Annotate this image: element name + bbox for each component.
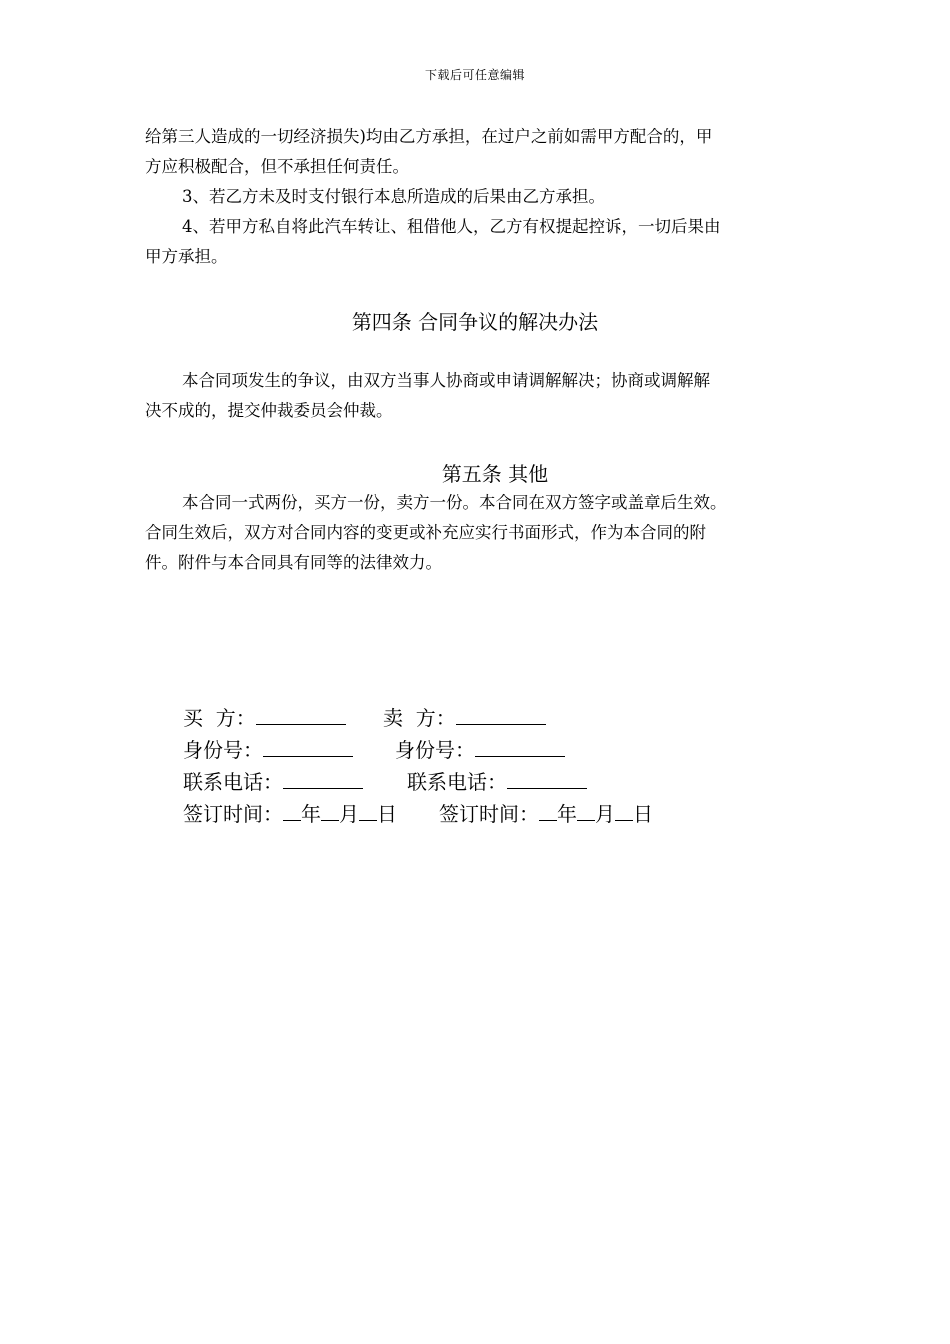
paragraph-line: 件。附件与本合同具有同等的法律效力。: [145, 553, 442, 572]
seller-blank[interactable]: [456, 702, 546, 725]
buyer-id-blank[interactable]: [263, 734, 353, 757]
article4-title: 第四条 合同争议的解决办法: [351, 310, 599, 334]
article4-text: [145, 366, 805, 426]
article5-title: 第五条 其他: [441, 462, 549, 486]
seller-label: 卖 方：: [383, 706, 456, 730]
item-4: 4、若甲方私自将此汽车转让、租借他人，乙方有权提起控诉，一切后果由: [182, 217, 721, 236]
buyer-date-field: [183, 798, 439, 830]
month-label: 月: [339, 802, 359, 826]
month-label: 月: [595, 802, 615, 826]
day-blank[interactable]: [615, 798, 633, 821]
date-label: 签订时间：: [439, 802, 539, 826]
date-label: 签订时间：: [183, 802, 283, 826]
signature-block: [183, 702, 653, 830]
month-blank[interactable]: [321, 798, 339, 821]
year-blank[interactable]: [283, 798, 301, 821]
paragraph-line: 合同生效后，双方对合同内容的变更或补充应实行书面形式，作为本合同的附: [145, 523, 706, 542]
seller-date-field: [439, 798, 653, 830]
page-header: 下载后可任意编辑: [424, 68, 525, 82]
seller-phone-blank[interactable]: [507, 766, 587, 789]
paragraph-line: 方应积极配合，但不承担任何责任。: [145, 157, 409, 176]
signature-row-party: [183, 702, 653, 734]
id-label: 身份号：: [395, 738, 475, 762]
paragraph-line: 给第三人造成的一切经济损失)均由乙方承担，在过户之前如需甲方配合的，甲: [145, 127, 713, 146]
paragraph-line: 甲方承担。: [145, 247, 228, 266]
buyer-phone-field: [183, 766, 407, 798]
phone-label: 联系电话：: [407, 770, 507, 794]
seller-phone-field: [407, 766, 587, 798]
day-label: 日: [633, 802, 653, 826]
buyer-field: [183, 702, 383, 734]
signature-row-phone: [183, 766, 653, 798]
buyer-label: 买 方：: [183, 706, 256, 730]
day-label: 日: [377, 802, 397, 826]
section3-text: [145, 122, 805, 272]
buyer-blank[interactable]: [256, 702, 346, 725]
month-blank[interactable]: [577, 798, 595, 821]
phone-label: 联系电话：: [183, 770, 283, 794]
paragraph-line: 本合同项发生的争议，由双方当事人协商或申请调解解决；协商或调解解: [182, 371, 710, 390]
signature-row-id: [183, 734, 653, 766]
seller-field: [383, 702, 546, 734]
buyer-id-field: [183, 734, 395, 766]
paragraph-line: 决不成的，提交仲裁委员会仲裁。: [145, 401, 393, 420]
article5-text: [145, 488, 805, 578]
id-label: 身份号：: [183, 738, 263, 762]
paragraph-line: 本合同一式两份，买方一份，卖方一份。本合同在双方签字或盖章后生效。: [182, 493, 727, 512]
signature-row-date: [183, 798, 653, 830]
buyer-phone-blank[interactable]: [283, 766, 363, 789]
year-label: 年: [557, 802, 577, 826]
year-blank[interactable]: [539, 798, 557, 821]
seller-id-blank[interactable]: [475, 734, 565, 757]
seller-id-field: [395, 734, 565, 766]
year-label: 年: [301, 802, 321, 826]
day-blank[interactable]: [359, 798, 377, 821]
item-3: 3、若乙方未及时支付银行本息所造成的后果由乙方承担。: [182, 187, 605, 206]
